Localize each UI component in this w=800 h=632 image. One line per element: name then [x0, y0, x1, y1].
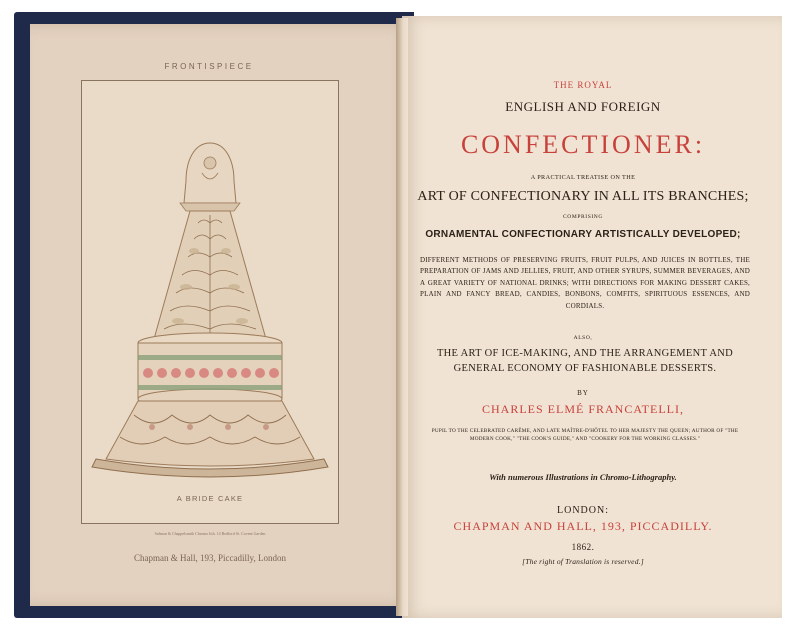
imprint-year: 1862. [571, 542, 595, 552]
also-label: ALSO, [573, 335, 593, 341]
frontispiece-publisher: Chapman & Hall, 193, Piccadilly, London [134, 553, 286, 563]
bride-cake-illustration [82, 81, 338, 523]
subtitle-practical: A PRACTICAL TREATISE ON THE [530, 174, 636, 181]
title-the-royal: THE ROYAL [553, 80, 613, 90]
frontispiece-plate [81, 80, 339, 524]
contents-paragraph: DIFFERENT METHODS OF PRESERVING FRUITS, FRUIT PULPS, AND JUICES IN BOTTLES, THE PREPARATION OF JAMS AND JELLIES, FRUIT, AND OTHER SYRUPS, SUMMER BEVERAGES, AND A GREAT VARIETY OF NATIONAL DRINKS; WITH DIRECTIONS FOR MAKING DESSERT CAKES, PLAIN AND FANCY BREAD, CANDIES, BONBONS, COMFITS, SPIRITUOUS ESSENCES, AND CORDIALS. [420, 256, 750, 310]
frontispiece-label: FRONTISPIECE [164, 62, 254, 71]
illustrations-note: With numerous Illustrations in Chromo-Lithography. [489, 472, 677, 482]
icemaking-heading: THE ART OF ICE-MAKING, AND THE ARRANGEMENT AND GENERAL ECONOMY OF FASHIONABLE DESSERTS. [436, 348, 734, 374]
printer-credit: Sulman & Chappelsmith Chromo lith. 14 Bedford St. Covent Garden [154, 531, 266, 536]
subtitle-comprising: COMPRISING [563, 214, 603, 220]
cake-caption: A BRIDE CAKE [176, 494, 244, 503]
translation-rights: [The right of Translation is reserved.] [522, 557, 644, 566]
subtitle-art: ART OF CONFECTIONARY IN ALL ITS BRANCHES; [417, 189, 749, 204]
imprint-publisher: CHAPMAN AND HALL, 193, PICCADILLY. [453, 519, 713, 533]
author-name: CHARLES ELMÉ FRANCATELLI, [482, 402, 684, 416]
subtitle-ornamental: ORNAMENTAL CONFECTIONARY ARTISTICALLY DEVELOPED; [425, 229, 741, 240]
author-credentials: PUPIL TO THE CELEBRATED CARÊME, AND LATE MAÎTRE-D'HÔTEL TO HER MAJESTY THE QUEEN; AUTHOR OF "THE MODERN COOK," "THE COOK'S GUIDE," AND "COOKERY FOR THE WORKING CLASSES." [431, 428, 739, 443]
by-label: BY [577, 389, 589, 397]
title-english-foreign: ENGLISH AND FOREIGN [505, 99, 661, 114]
title-confectioner: CONFECTIONER: [460, 130, 706, 159]
imprint-city: LONDON: [557, 505, 609, 516]
